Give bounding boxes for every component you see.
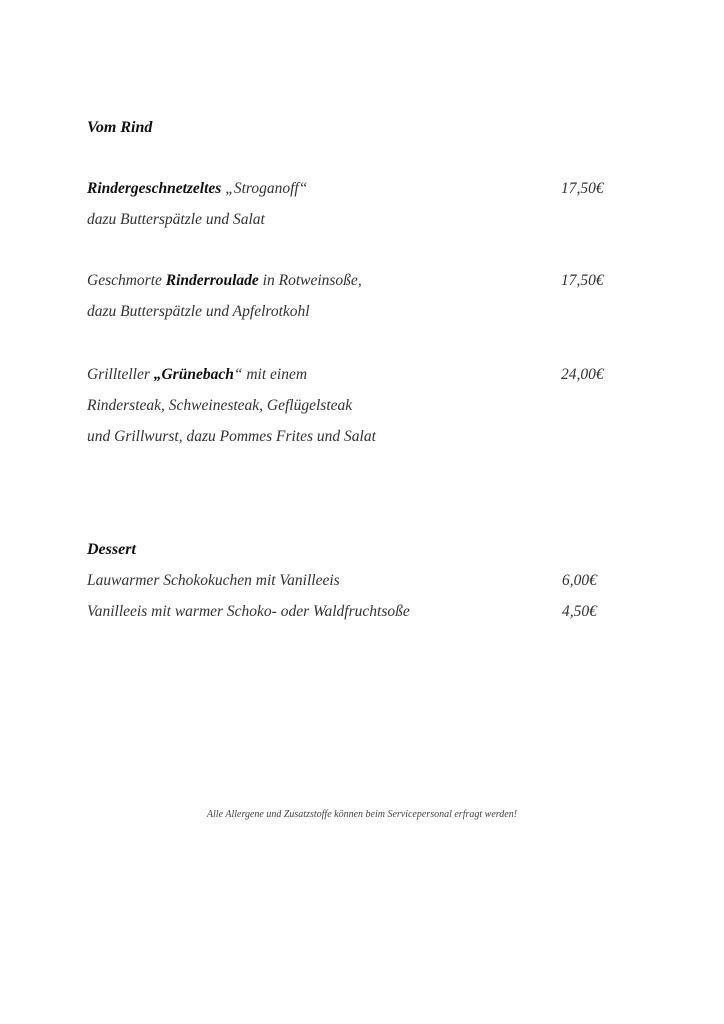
menu-item-price: 17,50€ bbox=[561, 180, 604, 197]
menu-item-name: Lauwarmer Schokokuchen mit Vanilleeis bbox=[87, 572, 340, 589]
menu-item-price: 4,50€ bbox=[562, 603, 597, 620]
menu-item-description: und Grillwurst, dazu Pommes Frites und Salat bbox=[87, 428, 376, 445]
menu-item-price: 24,00€ bbox=[561, 366, 604, 383]
menu-item-description: dazu Butterspätzle und Apfelrotkohl bbox=[87, 303, 310, 320]
menu-item-description: dazu Butterspätzle und Salat bbox=[87, 211, 265, 228]
menu-item-description: Rindersteak, Schweinesteak, Geflügelsteak bbox=[87, 397, 353, 414]
menu-item-price: 17,50€ bbox=[561, 272, 604, 289]
dish-name-suffix: „Stroganoff“ bbox=[221, 180, 308, 197]
menu-item-name bbox=[87, 365, 307, 385]
dish-name-bold: Rindergeschnetzeltes bbox=[87, 180, 222, 197]
menu-item-name: Vanilleeis mit warmer Schoko- oder Waldfruchtsoße bbox=[87, 603, 410, 620]
allergen-note: Alle Allergene und Zusatzstoffe können beim Servicepersonal erfragt werden! bbox=[206, 809, 518, 820]
dish-name-prefix: Grillteller bbox=[87, 366, 154, 383]
menu-item-name bbox=[87, 271, 362, 291]
menu-item-price: 6,00€ bbox=[562, 572, 597, 589]
dish-name-bold: „Grünebach bbox=[153, 366, 234, 383]
dish-name-suffix: “ mit einem bbox=[233, 366, 308, 383]
section-heading-beef: Vom Rind bbox=[87, 119, 153, 136]
dish-name-bold: Rinderroulade bbox=[165, 272, 259, 289]
menu-item-name bbox=[87, 179, 307, 199]
dish-name-prefix: Geschmorte bbox=[87, 272, 166, 289]
dish-name-suffix: in Rotweinsoße, bbox=[258, 272, 362, 289]
section-heading-dessert: Dessert bbox=[87, 541, 136, 558]
